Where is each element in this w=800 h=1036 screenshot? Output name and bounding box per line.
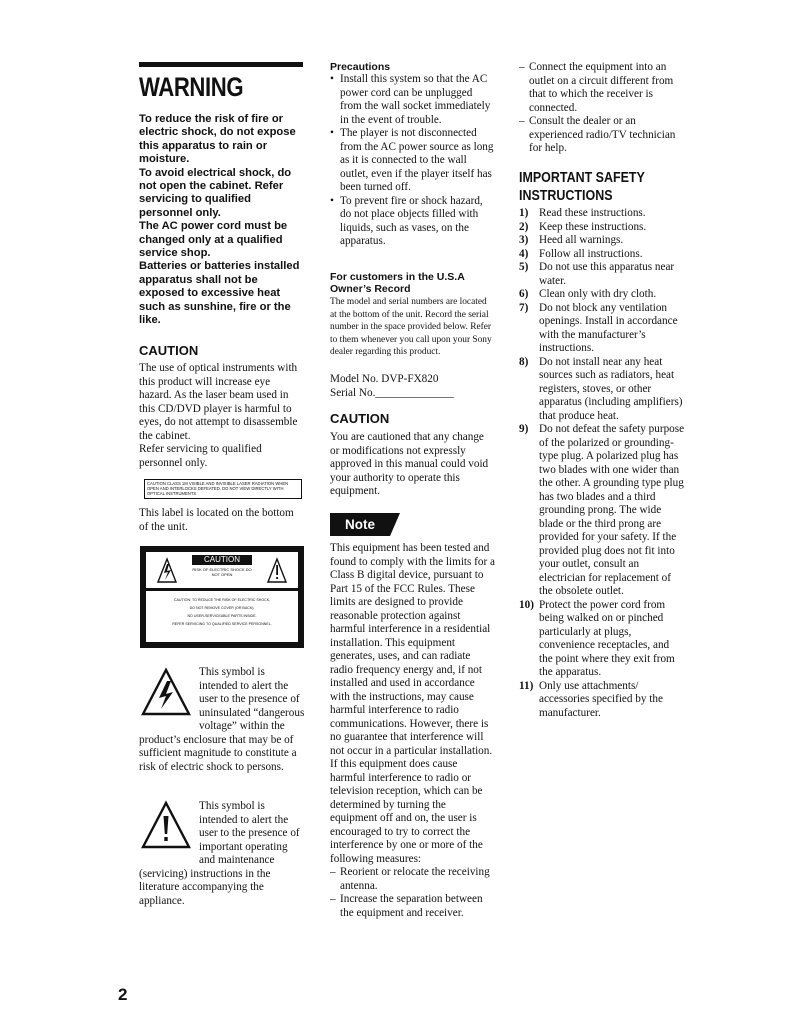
item-number: 2) [519,220,529,233]
model-number: Model No. DVP-FX820 [330,373,439,385]
caution-box-body [146,591,298,642]
safety-heading: IMPORTANT SAFETY INSTRUCTIONS [519,170,645,204]
precautions-list [330,73,495,249]
item-number: 6) [519,288,529,300]
list-item [519,423,685,599]
item-text: Follow all instructions. [539,247,643,260]
list-item [519,248,685,262]
caution-box-line: REFER SERVICING TO QUALIFIED SERVICE PERSONNEL. [172,622,272,626]
safety-list [519,207,685,720]
item-text: Do not defeat the safety purpose of the polarized or grounding-type plug. A polarized plug has two blades with one wider than the other. A grounding type plug has two blades and a third grounding prong. The wide blade or the third prong are provided for your safety. If the provided plug does not fit into your outlet, consult an electrician for replacement of the obsolete outlet. [539,423,685,597]
item-number: 9) [519,423,529,435]
note-badge: Note [330,513,390,536]
list-item [519,221,685,235]
caution-box-line: DO NOT REMOVE COVER (OR BACK). [189,606,255,610]
owners-record-fields [330,373,495,400]
list-item: • The player is not disconnected from the AC power source as long as it is connected to the wall outlet, even if the player itself has been turned off. [330,127,495,195]
caution-heading: CAUTION [139,343,199,358]
note-paragraph: This equipment has been tested and found to comply with the limits for a Class B digital device, pursuant to Part 15 of the FCC Rules. These limits are designed to provide reasonable protection against harmful interference in a residential installation. This equipment generates, uses, and can radiate radio frequency energy and, if not installed and used in accordance with the instructions, may cause harmful interference to radio communications. However, there is no guarantee that interference will not occur in a particular installation. If this equipment does cause harmful interference to radio or television reception, which can be determined by turning the equipment off and on, the user is encouraged to try to correct the interference by one or more of the following measures: [330,542,495,865]
warning-rule [139,62,303,67]
caution2-heading: CAUTION [330,411,390,426]
list-item [519,302,685,356]
item-number: 11) [519,679,534,692]
item-number: 4) [519,247,529,260]
item-text: Heed all warnings. [539,234,624,246]
warning-paragraph: Batteries or batteries installed apparatus shall not be exposed to excessive heat such as sunshine, fire or the like. [139,260,300,327]
laser-warning-label: CAUTION CLASS 1M VISIBLE AND INVISIBLE LASER RADIATION WHEN OPEN AND INTERLOCKS DEFEATED. DO NOT VIEW DIRECTLY WITH OPTICAL INSTRUMENTS [144,479,302,499]
list-item [519,207,685,221]
caution2-text: You are cautioned that any change or modifications not expressly approved in this manual could void your authority to operate this equipment. [330,431,489,497]
item-text: Protect the power cord from being walked on or pinched particularly at plugs, convenience receptacles, and the point where they exit from the apparatus. [539,598,675,678]
item-text: Read these instructions. [539,207,646,219]
caution-box-header [146,552,298,588]
list-item: – Increase the separation between the equipment and receiver. [330,893,495,920]
item-text: Keep these instructions. [539,220,647,233]
item-number: 3) [519,234,529,246]
label-location-text: This label is located on the bottom of the unit. [139,507,294,533]
owners-record-heading: For customers in the U.S.A Owner’s Record [330,271,465,295]
item-text: Do not install near any heat sources such as radiators, heat registers, stoves, or other apparatus (including amplifiers) that produce heat. [539,355,683,422]
caution-paragraph: The use of optical instruments with this product will increase eye hazard. As the laser beam used in this CD/DVD player is harmful to eyes, do not attempt to disassemble the cabinet. [139,362,298,442]
item-number: 10) [519,598,534,611]
list-item: – Reorient or relocate the receiving antenna. [330,866,495,893]
exclamation-symbol-text [139,800,305,908]
warning-title: WARNING [139,72,244,102]
list-item [519,356,685,424]
list-item [519,599,685,680]
list-item: – Connect the equipment into an outlet on a circuit different from that to which the receiver is connected. [519,61,685,115]
item-number: 1) [519,207,529,219]
item-text: Clean only with dry cloth. [539,288,657,300]
precautions-heading: Precautions [330,61,391,73]
list-item [519,234,685,248]
item-number: 5) [519,261,529,273]
warning-paragraph: To avoid electrical shock, do not open the cabinet. Refer servicing to qualified personnel only. [139,166,292,219]
caution-box [140,546,304,648]
exclamation-symbol-description: This symbol is intended to alert the user to the presence of important operating and maintenance (servicing) instructions in the literature accompanying the appliance. [139,800,300,907]
list-item [519,680,685,721]
note-text [330,542,495,920]
lightning-symbol-description: This symbol is intended to alert the user to the presence of uninsulated “dangerous voltage” within the product’s enclosure that may be of sufficient magnitude to constitute a risk of electric shock to persons. [139,666,305,773]
list-item: • Install this system so that the AC power cord can be unplugged from the wall socket immediately in the event of trouble. [330,73,495,127]
caution-box-risk: RISK OF ELECTRIC SHOCK DO NOT OPEN [192,567,252,577]
list-item [519,261,685,288]
item-number: 8) [519,355,529,368]
note-measures-continued [519,61,685,156]
list-item: – Consult the dealer or an experienced radio/TV technician for help. [519,115,685,156]
warning-paragraph: To reduce the risk of fire or electric shock, do not expose this apparatus to rain or moisture. [139,113,296,166]
item-text: Do not block any ventilation openings. Install in accordance with the manufacturer’s instructions. [539,301,678,354]
item-text: Do not use this apparatus near water. [539,261,675,287]
caution-box-line: CAUTION: TO REDUCE THE RISK OF ELECTRIC SHOCK, [173,598,271,602]
lightning-symbol-text [139,666,305,774]
caution-box-line: NO USER-SERVICEABLE PARTS INSIDE. [187,614,257,618]
warning-paragraph: The AC power cord must be changed only at a qualified service shop. [139,220,288,260]
page-number: 2 [118,985,128,1004]
item-number: 7) [519,301,529,314]
caution-text [139,362,305,470]
owners-record-paragraph: The model and serial numbers are located at the bottom of the unit. Record the serial number in the space provided below. Refer to them whenever you call upon your Sony dealer regarding this product. [330,297,492,357]
list-item: • To prevent fire or shock hazard, do not place objects filled with liquids, such as vases, on the apparatus. [330,195,495,249]
caution-box-title: CAUTION [204,555,240,564]
owners-record-text [330,296,495,359]
list-item [519,288,685,302]
serial-number: Serial No.______________ [330,386,454,399]
caution-paragraph: Refer servicing to qualified personnel only. [139,443,262,469]
item-text: Only use attachments/ accessories specified by the manufacturer. [539,679,663,719]
warning-text [139,113,305,328]
